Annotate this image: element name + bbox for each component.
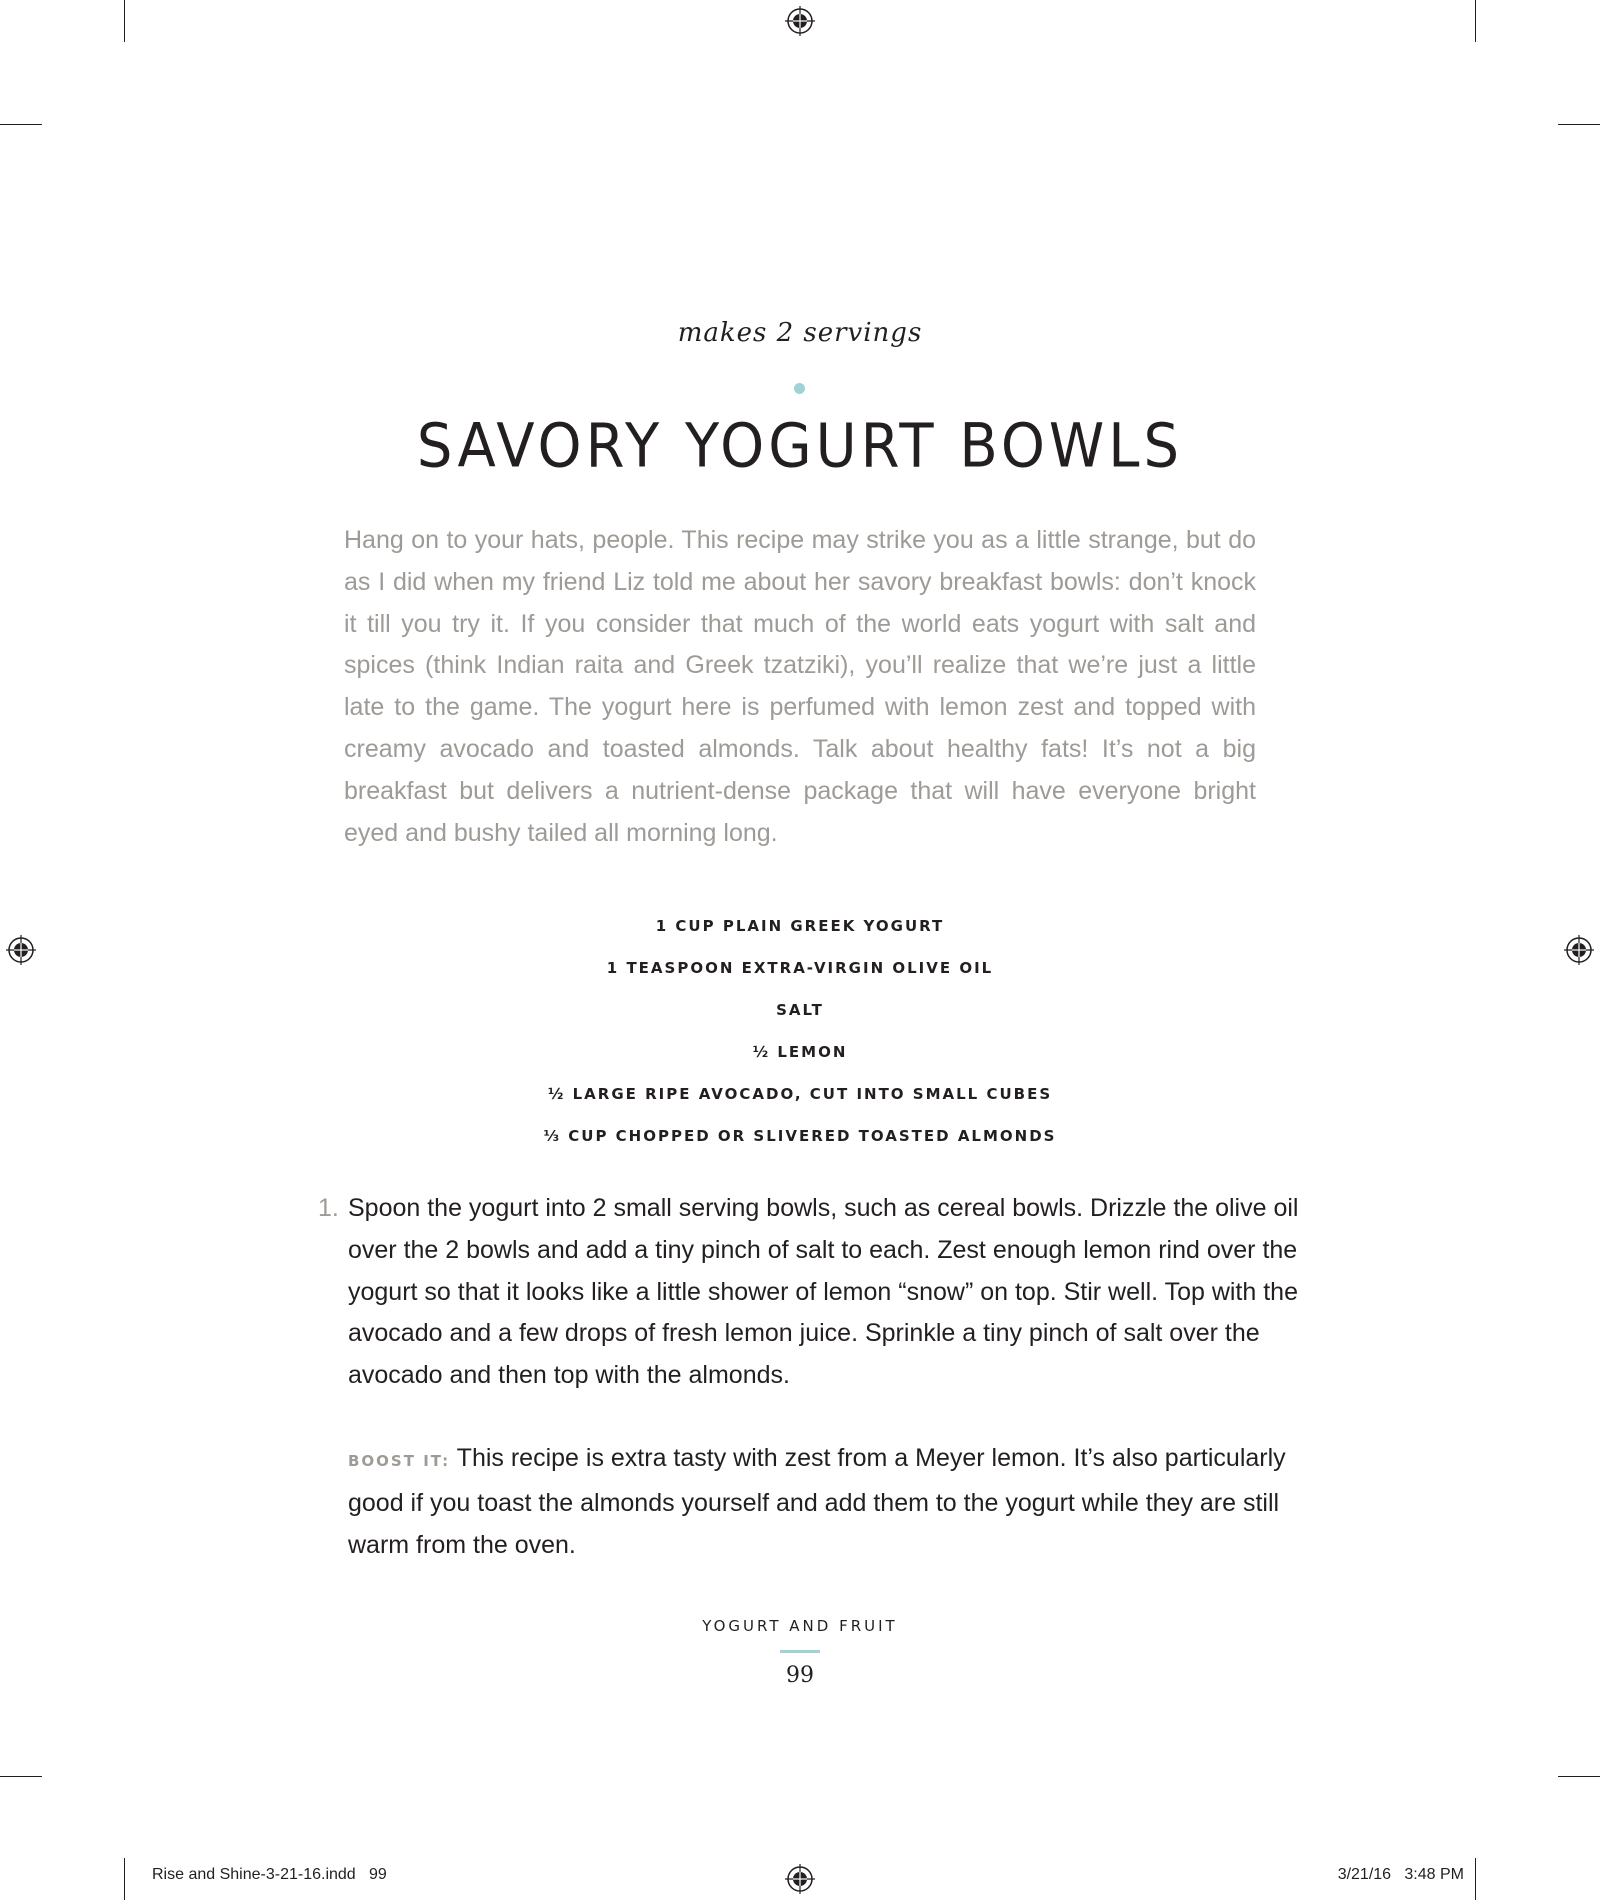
- ingredient-item: ½ LARGE RIPE AVOCADO, CUT INTO SMALL CUBES: [547, 1085, 1053, 1103]
- registration-mark-icon: [785, 6, 815, 36]
- recipe-title: SAVORY YOGURT BOWLS: [416, 411, 1184, 482]
- page-number: 99: [786, 1663, 814, 1688]
- boost-label: BOOST IT:: [348, 1452, 451, 1470]
- crop-mark: [1475, 0, 1476, 42]
- crop-mark: [0, 124, 42, 125]
- accent-dot: [794, 383, 805, 394]
- ingredient-item: ½ LEMON: [752, 1043, 848, 1061]
- crop-mark: [124, 0, 125, 42]
- section-name: YOGURT AND FRUIT: [702, 1617, 898, 1635]
- recipe-yield: makes 2 servings: [677, 318, 923, 348]
- registration-mark-icon: [785, 1864, 815, 1894]
- ingredient-item: 1 TEASPOON EXTRA-VIRGIN OLIVE OIL: [606, 959, 994, 977]
- method-step: [318, 1188, 1300, 1397]
- section-rule: [780, 1650, 820, 1653]
- step-number: 1.: [318, 1194, 339, 1222]
- crop-mark: [1558, 124, 1600, 125]
- ingredient-item: SALT: [776, 1001, 824, 1019]
- ingredient-item: ⅓ CUP CHOPPED OR SLIVERED TOASTED ALMONDS: [543, 1127, 1057, 1145]
- crop-mark: [0, 1776, 42, 1777]
- crop-mark: [1475, 1858, 1476, 1900]
- crop-mark: [124, 1858, 125, 1900]
- slug-filename: Rise and Shine-3-21-16.indd 99: [152, 1866, 387, 1883]
- slug-date: 3/21/16 3:48 PM: [1337, 1866, 1464, 1883]
- crop-mark: [1558, 1776, 1600, 1777]
- step-text: Spoon the yogurt into 2 small serving bowls, such as cereal bowls. Drizzle the olive oil over the 2 bowls and add a tiny pinch of salt to each. Zest enough lemon rind over the yogurt so that it looks like a little shower of lemon “snow” on top. Stir well. Top with the avocado and a few drops of fresh lemon juice. Sprinkle a tiny pinch of salt over the avocado and then top with the almonds.: [348, 1194, 1299, 1390]
- boost-note: [348, 1438, 1300, 1566]
- boost-text: This recipe is extra tasty with zest from a Meyer lemon. It’s also particularly good if you toast the almonds yourself and add them to the yogurt while they are still warm from the oven.: [348, 1444, 1286, 1559]
- ingredient-item: 1 CUP PLAIN GREEK YOGURT: [655, 917, 945, 935]
- ingredient-list: [0, 905, 1600, 1157]
- recipe-intro: Hang on to your hats, people. This recipe may strike you as a little strange, but do as I did when my friend Liz told me about her savory breakfast bowls: don’t knock it till you try it. If you consider that much of the world eats yogurt with salt and spices (think Indian raita and Greek tzatziki), you’ll realize that we’re just a little late to the game. The yogurt here is perfumed with lemon zest and topped with creamy avocado and toasted almonds. Talk about healthy fats! It’s not a big breakfast but delivers a nutrient-dense package that will have everyone bright eyed and bushy tailed all morning long.: [344, 526, 1256, 847]
